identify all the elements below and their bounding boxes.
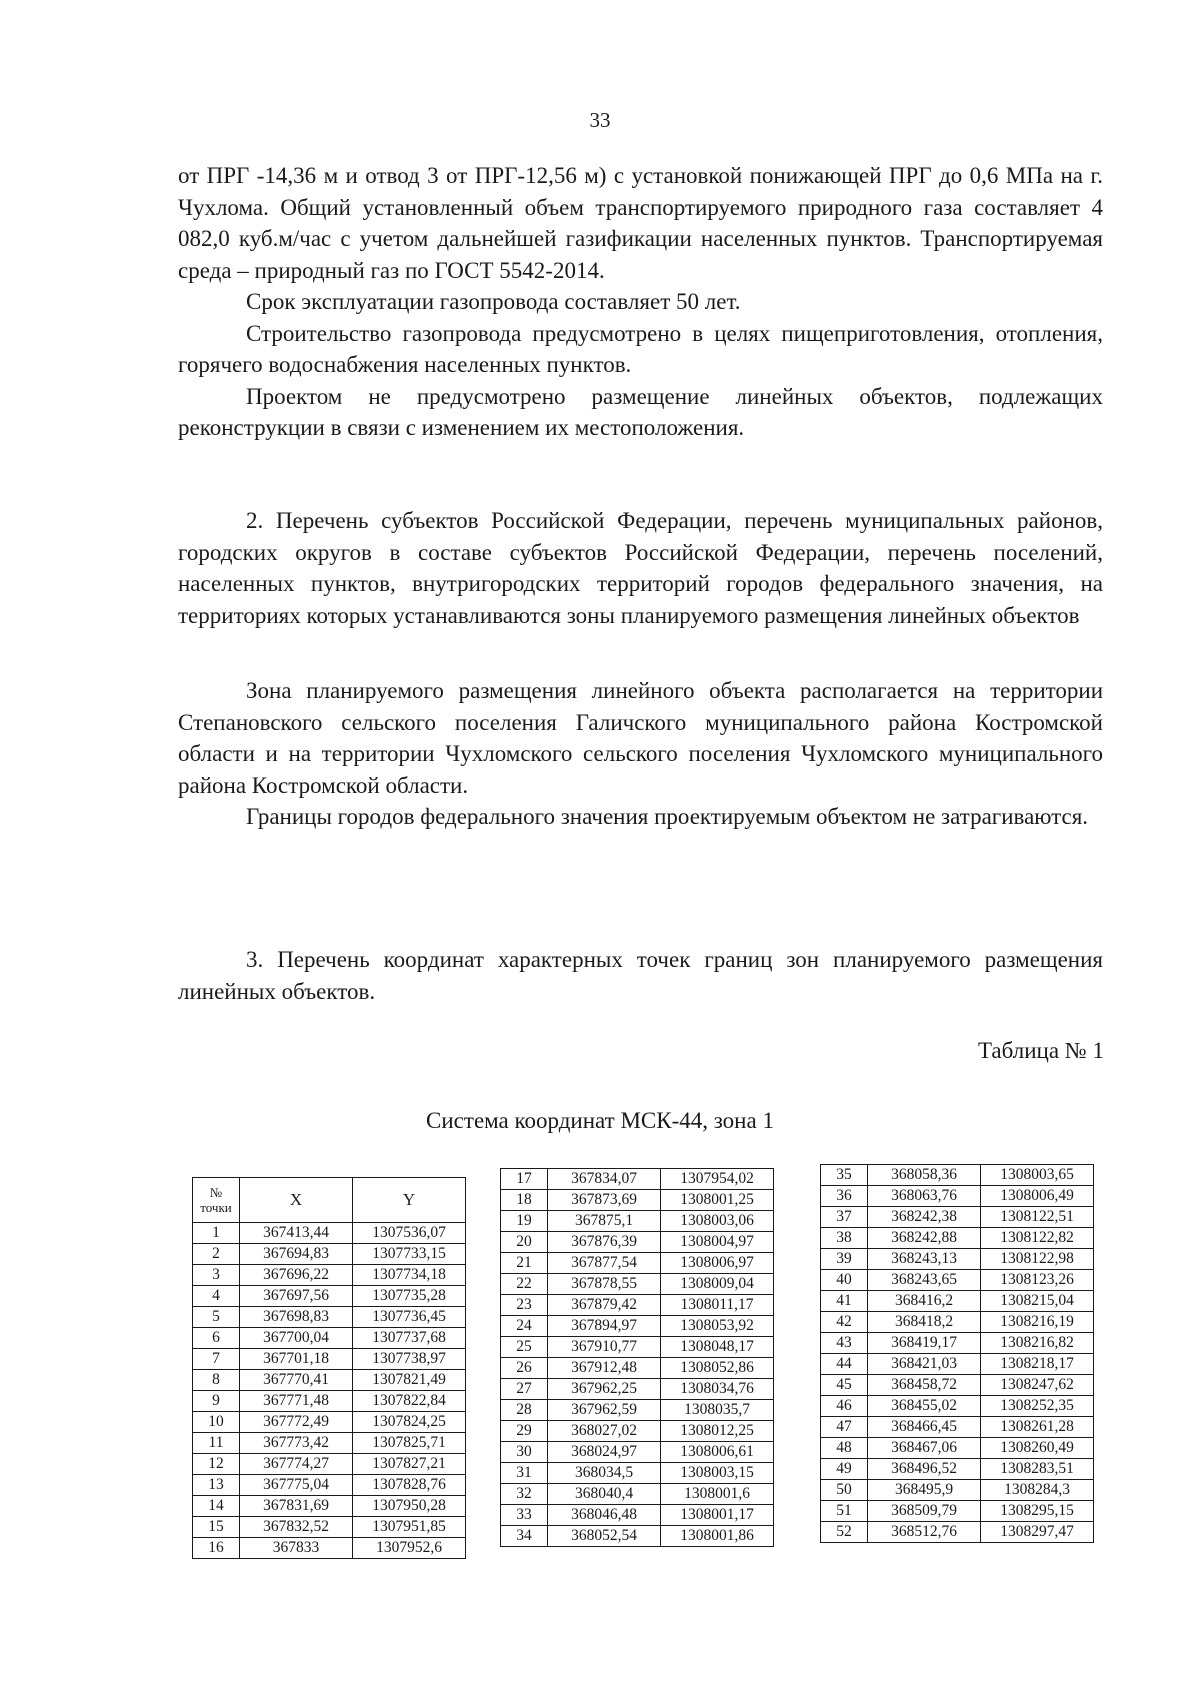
table-row — [821, 1312, 1094, 1333]
table-row — [501, 1505, 774, 1526]
x-coordinate-cell: 367834,07 — [548, 1169, 661, 1190]
y-header: Y — [353, 1178, 466, 1223]
coordinates-table-1 — [192, 1177, 466, 1559]
x-coordinate-cell: 368034,5 — [548, 1463, 661, 1484]
x-coordinate-cell: 367894,97 — [548, 1316, 661, 1337]
x-coordinate-cell: 367879,42 — [548, 1295, 661, 1316]
x-coordinate-cell: 367698,83 — [240, 1307, 353, 1328]
table-row — [501, 1253, 774, 1274]
table-row — [821, 1270, 1094, 1291]
coordinates-table-3 — [820, 1164, 1094, 1543]
point-number-cell: 1 — [193, 1223, 240, 1244]
x-coordinate-cell: 368495,9 — [868, 1480, 981, 1501]
point-number-header-symbol: № — [209, 1185, 223, 1200]
point-number-cell: 30 — [501, 1442, 548, 1463]
table-row — [501, 1316, 774, 1337]
table-row — [193, 1496, 466, 1517]
coordinates-table-2 — [500, 1168, 774, 1547]
y-coordinate-cell: 1308218,17 — [981, 1354, 1094, 1375]
x-coordinate-cell: 368040,4 — [548, 1484, 661, 1505]
table-row — [501, 1526, 774, 1547]
y-coordinate-cell: 1308034,76 — [661, 1379, 774, 1400]
point-number-cell: 33 — [501, 1505, 548, 1526]
x-coordinate-cell: 367773,42 — [240, 1433, 353, 1454]
y-coordinate-cell: 1308006,49 — [981, 1186, 1094, 1207]
x-coordinate-cell: 367696,22 — [240, 1265, 353, 1286]
y-coordinate-cell: 1308001,17 — [661, 1505, 774, 1526]
y-coordinate-cell: 1308003,65 — [981, 1165, 1094, 1186]
point-number-cell: 47 — [821, 1417, 868, 1438]
x-coordinate-cell: 367701,18 — [240, 1349, 353, 1370]
point-number-cell: 36 — [821, 1186, 868, 1207]
y-coordinate-cell: 1308053,92 — [661, 1316, 774, 1337]
table-row — [821, 1228, 1094, 1249]
y-coordinate-cell: 1308006,97 — [661, 1253, 774, 1274]
point-number-cell: 18 — [501, 1190, 548, 1211]
y-coordinate-cell: 1307536,07 — [353, 1223, 466, 1244]
y-coordinate-cell: 1308035,7 — [661, 1400, 774, 1421]
y-coordinate-cell: 1308283,51 — [981, 1459, 1094, 1480]
table-row — [501, 1232, 774, 1253]
point-number-cell: 51 — [821, 1501, 868, 1522]
intro-paragraph: Строительство газопровода предусмотрено в целях пищеприготовления, отопления, горячего водоснабжения населенных пунктов. — [178, 320, 1103, 377]
point-number-cell: 29 — [501, 1421, 548, 1442]
y-coordinate-cell: 1308004,97 — [661, 1232, 774, 1253]
point-number-cell: 25 — [501, 1337, 548, 1358]
point-number-cell: 14 — [193, 1496, 240, 1517]
table-row — [501, 1400, 774, 1421]
point-number-cell: 13 — [193, 1475, 240, 1496]
point-number-header-label: точки — [200, 1200, 232, 1215]
table-row — [501, 1379, 774, 1400]
point-number-cell: 52 — [821, 1522, 868, 1543]
point-number-cell: 19 — [501, 1211, 548, 1232]
table-row — [193, 1517, 466, 1538]
table-row — [821, 1459, 1094, 1480]
y-coordinate-cell: 1307738,97 — [353, 1349, 466, 1370]
point-number-cell: 46 — [821, 1396, 868, 1417]
y-coordinate-cell: 1308122,51 — [981, 1207, 1094, 1228]
point-number-cell: 4 — [193, 1286, 240, 1307]
y-coordinate-cell: 1307737,68 — [353, 1328, 466, 1349]
x-coordinate-cell: 368058,36 — [868, 1165, 981, 1186]
y-coordinate-cell: 1307825,71 — [353, 1433, 466, 1454]
y-coordinate-cell: 1307822,84 — [353, 1391, 466, 1412]
table-row — [501, 1274, 774, 1295]
table-row — [821, 1186, 1094, 1207]
point-number-cell: 45 — [821, 1375, 868, 1396]
point-number-cell: 6 — [193, 1328, 240, 1349]
y-coordinate-cell: 1307736,45 — [353, 1307, 466, 1328]
point-number-cell: 26 — [501, 1358, 548, 1379]
x-coordinate-cell: 367912,48 — [548, 1358, 661, 1379]
table-row — [821, 1522, 1094, 1543]
x-coordinate-cell: 367770,41 — [240, 1370, 353, 1391]
x-coordinate-cell: 368024,97 — [548, 1442, 661, 1463]
intro-paragraph: Проектом не предусмотрено размещение линейных объектов, подлежащих реконструкции в связи с изменением их местоположения. — [178, 383, 1103, 440]
x-coordinate-cell: 367873,69 — [548, 1190, 661, 1211]
y-coordinate-cell: 1308284,3 — [981, 1480, 1094, 1501]
y-coordinate-cell: 1308001,86 — [661, 1526, 774, 1547]
x-coordinate-cell: 368509,79 — [868, 1501, 981, 1522]
point-number-cell: 10 — [193, 1412, 240, 1433]
point-number-cell: 11 — [193, 1433, 240, 1454]
table-row — [821, 1291, 1094, 1312]
point-number-cell: 22 — [501, 1274, 548, 1295]
table-header-row — [193, 1178, 466, 1223]
point-number-cell: 3 — [193, 1265, 240, 1286]
point-number-cell: 20 — [501, 1232, 548, 1253]
table-row — [193, 1475, 466, 1496]
y-coordinate-cell: 1307950,28 — [353, 1496, 466, 1517]
y-coordinate-cell: 1307734,18 — [353, 1265, 466, 1286]
x-coordinate-cell: 367877,54 — [548, 1253, 661, 1274]
table-row — [193, 1370, 466, 1391]
y-coordinate-cell: 1307735,28 — [353, 1286, 466, 1307]
point-number-cell: 34 — [501, 1526, 548, 1547]
point-number-cell: 12 — [193, 1454, 240, 1475]
y-coordinate-cell: 1308009,04 — [661, 1274, 774, 1295]
y-coordinate-cell: 1308215,04 — [981, 1291, 1094, 1312]
x-coordinate-cell: 368242,88 — [868, 1228, 981, 1249]
y-coordinate-cell: 1308216,82 — [981, 1333, 1094, 1354]
point-number-cell: 21 — [501, 1253, 548, 1274]
y-coordinate-cell: 1308261,28 — [981, 1417, 1094, 1438]
section-3 — [178, 944, 1103, 1007]
table-row — [501, 1358, 774, 1379]
y-coordinate-cell: 1308123,26 — [981, 1270, 1094, 1291]
x-coordinate-cell: 368242,38 — [868, 1207, 981, 1228]
table-row — [821, 1396, 1094, 1417]
table-row — [821, 1333, 1094, 1354]
point-number-cell: 42 — [821, 1312, 868, 1333]
y-coordinate-cell: 1307733,15 — [353, 1244, 466, 1265]
y-coordinate-cell: 1308048,17 — [661, 1337, 774, 1358]
x-coordinate-cell: 368418,2 — [868, 1312, 981, 1333]
point-number-cell: 27 — [501, 1379, 548, 1400]
x-coordinate-cell: 368458,72 — [868, 1375, 981, 1396]
table-row — [501, 1484, 774, 1505]
point-number-cell: 44 — [821, 1354, 868, 1375]
y-coordinate-cell: 1308003,06 — [661, 1211, 774, 1232]
x-coordinate-cell: 367878,55 — [548, 1274, 661, 1295]
table-caption: Таблица № 1 — [977, 1038, 1104, 1063]
table-row — [501, 1463, 774, 1484]
x-coordinate-cell: 368466,45 — [868, 1417, 981, 1438]
point-number-cell: 32 — [501, 1484, 548, 1505]
table-row — [193, 1328, 466, 1349]
x-coordinate-cell: 367772,49 — [240, 1412, 353, 1433]
point-number-cell: 38 — [821, 1228, 868, 1249]
table-row — [501, 1211, 774, 1232]
y-coordinate-cell: 1308006,61 — [661, 1442, 774, 1463]
point-number-cell: 9 — [193, 1391, 240, 1412]
point-number-cell: 16 — [193, 1538, 240, 1559]
table-row — [193, 1307, 466, 1328]
section-3-heading: 3. Перечень координат характерных точек границ зон планируемого размещения линейных объектов. — [178, 947, 1103, 1004]
y-coordinate-cell: 1307951,85 — [353, 1517, 466, 1538]
table-row — [821, 1354, 1094, 1375]
y-coordinate-cell: 1307828,76 — [353, 1475, 466, 1496]
x-coordinate-cell: 368419,17 — [868, 1333, 981, 1354]
table-row — [821, 1417, 1094, 1438]
table-row — [193, 1433, 466, 1454]
point-number-cell: 35 — [821, 1165, 868, 1186]
x-coordinate-cell: 367694,83 — [240, 1244, 353, 1265]
section-2-paragraph: Зона планируемого размещения линейного объекта располагается на территории Степановского сельского поселения Галичского муниципального района Костромской области и на территории Чухломского сельского поселения Чухломского муниципального района Костромской области. — [178, 678, 1103, 798]
y-coordinate-cell: 1308011,17 — [661, 1295, 774, 1316]
y-coordinate-cell: 1307954,02 — [661, 1169, 774, 1190]
x-coordinate-cell: 368467,06 — [868, 1438, 981, 1459]
y-coordinate-cell: 1308001,25 — [661, 1190, 774, 1211]
table-row — [193, 1349, 466, 1370]
table-row — [821, 1438, 1094, 1459]
table-row — [193, 1265, 466, 1286]
point-number-cell: 28 — [501, 1400, 548, 1421]
y-coordinate-cell: 1308297,47 — [981, 1522, 1094, 1543]
x-coordinate-cell: 368421,03 — [868, 1354, 981, 1375]
x-coordinate-cell: 367831,69 — [240, 1496, 353, 1517]
x-coordinate-cell: 367910,77 — [548, 1337, 661, 1358]
point-number-cell: 2 — [193, 1244, 240, 1265]
point-number-cell: 15 — [193, 1517, 240, 1538]
table-row — [501, 1190, 774, 1211]
table-row — [821, 1165, 1094, 1186]
y-coordinate-cell: 1308260,49 — [981, 1438, 1094, 1459]
point-number-cell: 39 — [821, 1249, 868, 1270]
y-coordinate-cell: 1307824,25 — [353, 1412, 466, 1433]
table-row — [501, 1442, 774, 1463]
x-coordinate-cell: 368046,48 — [548, 1505, 661, 1526]
point-number-cell: 5 — [193, 1307, 240, 1328]
point-number-cell: 48 — [821, 1438, 868, 1459]
y-coordinate-cell: 1308012,25 — [661, 1421, 774, 1442]
table-row — [193, 1286, 466, 1307]
intro-text — [178, 160, 1103, 444]
x-coordinate-cell: 367413,44 — [240, 1223, 353, 1244]
table-row — [193, 1244, 466, 1265]
table-row — [501, 1421, 774, 1442]
table-row — [193, 1412, 466, 1433]
table-row — [821, 1501, 1094, 1522]
table-row — [821, 1249, 1094, 1270]
table-row — [821, 1207, 1094, 1228]
x-coordinate-cell: 367832,52 — [240, 1517, 353, 1538]
x-coordinate-cell: 368243,13 — [868, 1249, 981, 1270]
x-coordinate-cell: 367962,59 — [548, 1400, 661, 1421]
point-number-cell: 50 — [821, 1480, 868, 1501]
x-coordinate-cell: 367771,48 — [240, 1391, 353, 1412]
x-coordinate-cell: 368063,76 — [868, 1186, 981, 1207]
table-row — [501, 1337, 774, 1358]
x-coordinate-cell: 368027,02 — [548, 1421, 661, 1442]
x-coordinate-cell: 368243,65 — [868, 1270, 981, 1291]
point-number-cell: 24 — [501, 1316, 548, 1337]
table-row — [193, 1223, 466, 1244]
x-coordinate-cell: 368052,54 — [548, 1526, 661, 1547]
x-coordinate-cell: 367876,39 — [548, 1232, 661, 1253]
point-number-cell: 8 — [193, 1370, 240, 1391]
point-number-header — [193, 1178, 240, 1223]
x-coordinate-cell: 368455,02 — [868, 1396, 981, 1417]
x-coordinate-cell: 367774,27 — [240, 1454, 353, 1475]
table-row — [501, 1169, 774, 1190]
x-coordinate-cell: 368512,76 — [868, 1522, 981, 1543]
point-number-cell: 17 — [501, 1169, 548, 1190]
table-title: Система координат МСК-44, зона 1 — [426, 1108, 774, 1133]
x-coordinate-cell: 367700,04 — [240, 1328, 353, 1349]
y-coordinate-cell: 1308247,62 — [981, 1375, 1094, 1396]
point-number-cell: 31 — [501, 1463, 548, 1484]
point-number-cell: 37 — [821, 1207, 868, 1228]
x-coordinate-cell: 368496,52 — [868, 1459, 981, 1480]
y-coordinate-cell: 1308001,6 — [661, 1484, 774, 1505]
y-coordinate-cell: 1308122,98 — [981, 1249, 1094, 1270]
y-coordinate-cell: 1307821,49 — [353, 1370, 466, 1391]
point-number-cell: 40 — [821, 1270, 868, 1291]
table-row — [193, 1391, 466, 1412]
y-coordinate-cell: 1308252,35 — [981, 1396, 1094, 1417]
point-number-cell: 43 — [821, 1333, 868, 1354]
x-coordinate-cell: 367833 — [240, 1538, 353, 1559]
y-coordinate-cell: 1307827,21 — [353, 1454, 466, 1475]
y-coordinate-cell: 1308216,19 — [981, 1312, 1094, 1333]
section-2-paragraph: Границы городов федерального значения проектируемым объектом не затрагиваются. — [246, 804, 1089, 829]
point-number-cell: 49 — [821, 1459, 868, 1480]
x-header: X — [240, 1178, 353, 1223]
intro-paragraph: от ПРГ -14,36 м и отвод 3 от ПРГ-12,56 м) с установкой понижающей ПРГ до 0,6 МПа на г. Чухлома. Общий установленный объем транспортируемого природного газа составляет 4 082,0 куб.м/час с учетом дальнейшей газификации населенных пунктов. Транспортируемая среда – природный газ по ГОСТ 5542-2014. — [178, 163, 1103, 283]
x-coordinate-cell: 367775,04 — [240, 1475, 353, 1496]
point-number-cell: 23 — [501, 1295, 548, 1316]
section-2 — [178, 505, 1103, 833]
section-2-heading: 2. Перечень субъектов Российской Федерации, перечень муниципальных районов, городских округов в составе субъектов Российской Федерации, перечень поселений, населенных пунктов, внутригородских территорий городов федерального значения, на территориях которых устанавливаются зоны планируемого размещения линейных объектов — [178, 508, 1103, 628]
point-number-cell: 7 — [193, 1349, 240, 1370]
page-number: 33 — [589, 108, 611, 132]
y-coordinate-cell: 1308122,82 — [981, 1228, 1094, 1249]
table-row — [193, 1454, 466, 1475]
table-row — [821, 1480, 1094, 1501]
y-coordinate-cell: 1307952,6 — [353, 1538, 466, 1559]
x-coordinate-cell: 367875,1 — [548, 1211, 661, 1232]
intro-paragraph: Срок эксплуатации газопровода составляет 50 лет. — [246, 289, 741, 314]
table-row — [501, 1295, 774, 1316]
y-coordinate-cell: 1308052,86 — [661, 1358, 774, 1379]
y-coordinate-cell: 1308003,15 — [661, 1463, 774, 1484]
x-coordinate-cell: 367697,56 — [240, 1286, 353, 1307]
x-coordinate-cell: 368416,2 — [868, 1291, 981, 1312]
table-row — [821, 1375, 1094, 1396]
x-coordinate-cell: 367962,25 — [548, 1379, 661, 1400]
table-row — [193, 1538, 466, 1559]
y-coordinate-cell: 1308295,15 — [981, 1501, 1094, 1522]
point-number-cell: 41 — [821, 1291, 868, 1312]
